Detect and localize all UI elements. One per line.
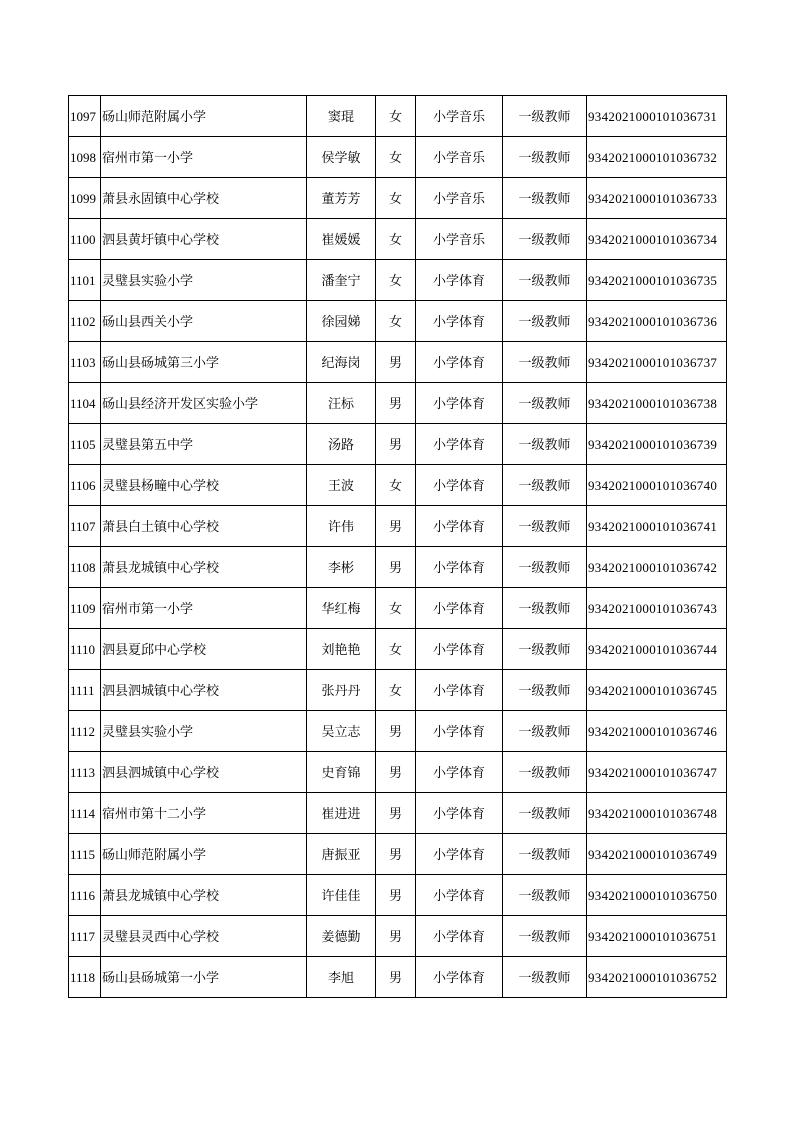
table-row (69, 752, 727, 793)
table-row (69, 219, 727, 260)
certificate-number-cell: 9342021000101036751 (587, 916, 727, 957)
title-cell: 一级教师 (503, 588, 587, 629)
teacher-name-cell: 徐园娣 (307, 301, 376, 342)
teacher-name-cell: 潘奎宁 (307, 260, 376, 301)
title-cell: 一级教师 (503, 547, 587, 588)
title-cell: 一级教师 (503, 834, 587, 875)
roster-body (69, 96, 727, 998)
title-cell: 一级教师 (503, 670, 587, 711)
certificate-number-cell: 9342021000101036738 (587, 383, 727, 424)
title-cell: 一级教师 (503, 875, 587, 916)
school-cell: 灵璧县实验小学 (101, 260, 307, 301)
gender-cell: 男 (376, 547, 416, 588)
subject-cell: 小学体育 (416, 465, 503, 506)
teacher-name-cell: 汪标 (307, 383, 376, 424)
subject-cell: 小学体育 (416, 875, 503, 916)
subject-cell: 小学音乐 (416, 96, 503, 137)
gender-cell: 男 (376, 752, 416, 793)
subject-cell: 小学体育 (416, 957, 503, 998)
subject-cell: 小学体育 (416, 629, 503, 670)
title-cell: 一级教师 (503, 629, 587, 670)
certificate-number-cell: 9342021000101036741 (587, 506, 727, 547)
school-cell: 泗县黄圩镇中心学校 (101, 219, 307, 260)
teacher-name-cell: 张丹丹 (307, 670, 376, 711)
title-cell: 一级教师 (503, 957, 587, 998)
gender-cell: 男 (376, 875, 416, 916)
title-cell: 一级教师 (503, 506, 587, 547)
school-cell: 灵璧县灵西中心学校 (101, 916, 307, 957)
row-number-cell: 1116 (69, 875, 101, 916)
teacher-name-cell: 李彬 (307, 547, 376, 588)
row-number-cell: 1111 (69, 670, 101, 711)
table-row (69, 834, 727, 875)
row-number-cell: 1100 (69, 219, 101, 260)
table-row (69, 301, 727, 342)
gender-cell: 男 (376, 793, 416, 834)
table-row (69, 547, 727, 588)
subject-cell: 小学体育 (416, 916, 503, 957)
title-cell: 一级教师 (503, 260, 587, 301)
gender-cell: 女 (376, 588, 416, 629)
certificate-number-cell: 9342021000101036752 (587, 957, 727, 998)
certificate-number-cell: 9342021000101036740 (587, 465, 727, 506)
gender-cell: 男 (376, 506, 416, 547)
row-number-cell: 1104 (69, 383, 101, 424)
title-cell: 一级教师 (503, 178, 587, 219)
school-cell: 砀山师范附属小学 (101, 96, 307, 137)
gender-cell: 男 (376, 383, 416, 424)
gender-cell: 女 (376, 465, 416, 506)
teacher-name-cell: 董芳芳 (307, 178, 376, 219)
subject-cell: 小学体育 (416, 342, 503, 383)
teacher-name-cell: 史育锦 (307, 752, 376, 793)
table-row (69, 178, 727, 219)
teacher-name-cell: 王波 (307, 465, 376, 506)
row-number-cell: 1099 (69, 178, 101, 219)
table-row (69, 383, 727, 424)
certificate-number-cell: 9342021000101036737 (587, 342, 727, 383)
subject-cell: 小学体育 (416, 834, 503, 875)
row-number-cell: 1114 (69, 793, 101, 834)
gender-cell: 男 (376, 957, 416, 998)
school-cell: 泗县泗城镇中心学校 (101, 670, 307, 711)
teacher-roster-table (68, 95, 727, 998)
table-row (69, 588, 727, 629)
school-cell: 砀山县经济开发区实验小学 (101, 383, 307, 424)
certificate-number-cell: 9342021000101036735 (587, 260, 727, 301)
subject-cell: 小学体育 (416, 383, 503, 424)
certificate-number-cell: 9342021000101036745 (587, 670, 727, 711)
title-cell: 一级教师 (503, 219, 587, 260)
teacher-name-cell: 许佳佳 (307, 875, 376, 916)
school-cell: 萧县永固镇中心学校 (101, 178, 307, 219)
subject-cell: 小学体育 (416, 506, 503, 547)
subject-cell: 小学体育 (416, 670, 503, 711)
certificate-number-cell: 9342021000101036734 (587, 219, 727, 260)
row-number-cell: 1108 (69, 547, 101, 588)
gender-cell: 女 (376, 670, 416, 711)
row-number-cell: 1106 (69, 465, 101, 506)
table-row (69, 506, 727, 547)
row-number-cell: 1110 (69, 629, 101, 670)
subject-cell: 小学体育 (416, 711, 503, 752)
gender-cell: 男 (376, 342, 416, 383)
certificate-number-cell: 9342021000101036744 (587, 629, 727, 670)
certificate-number-cell: 9342021000101036750 (587, 875, 727, 916)
teacher-name-cell: 唐振亚 (307, 834, 376, 875)
certificate-number-cell: 9342021000101036742 (587, 547, 727, 588)
table-row (69, 629, 727, 670)
row-number-cell: 1113 (69, 752, 101, 793)
row-number-cell: 1103 (69, 342, 101, 383)
certificate-number-cell: 9342021000101036732 (587, 137, 727, 178)
school-cell: 宿州市第一小学 (101, 137, 307, 178)
row-number-cell: 1101 (69, 260, 101, 301)
certificate-number-cell: 9342021000101036743 (587, 588, 727, 629)
table-row (69, 137, 727, 178)
subject-cell: 小学体育 (416, 752, 503, 793)
school-cell: 砀山师范附属小学 (101, 834, 307, 875)
teacher-name-cell: 纪海岗 (307, 342, 376, 383)
subject-cell: 小学体育 (416, 793, 503, 834)
row-number-cell: 1109 (69, 588, 101, 629)
certificate-number-cell: 9342021000101036733 (587, 178, 727, 219)
certificate-number-cell: 9342021000101036736 (587, 301, 727, 342)
row-number-cell: 1097 (69, 96, 101, 137)
subject-cell: 小学音乐 (416, 178, 503, 219)
certificate-number-cell: 9342021000101036746 (587, 711, 727, 752)
school-cell: 灵璧县实验小学 (101, 711, 307, 752)
school-cell: 泗县夏邱中心学校 (101, 629, 307, 670)
table-row (69, 670, 727, 711)
school-cell: 萧县龙城镇中心学校 (101, 875, 307, 916)
teacher-name-cell: 李旭 (307, 957, 376, 998)
row-number-cell: 1105 (69, 424, 101, 465)
gender-cell: 女 (376, 178, 416, 219)
table-row (69, 957, 727, 998)
title-cell: 一级教师 (503, 424, 587, 465)
school-cell: 灵璧县杨疃中心学校 (101, 465, 307, 506)
gender-cell: 女 (376, 301, 416, 342)
table-row (69, 711, 727, 752)
certificate-number-cell: 9342021000101036748 (587, 793, 727, 834)
teacher-name-cell: 崔进进 (307, 793, 376, 834)
school-cell: 萧县龙城镇中心学校 (101, 547, 307, 588)
school-cell: 砀山县砀城第一小学 (101, 957, 307, 998)
teacher-name-cell: 侯学敏 (307, 137, 376, 178)
gender-cell: 女 (376, 96, 416, 137)
subject-cell: 小学体育 (416, 547, 503, 588)
title-cell: 一级教师 (503, 916, 587, 957)
gender-cell: 女 (376, 629, 416, 670)
certificate-number-cell: 9342021000101036749 (587, 834, 727, 875)
subject-cell: 小学音乐 (416, 137, 503, 178)
teacher-name-cell: 许伟 (307, 506, 376, 547)
teacher-name-cell: 姜德勤 (307, 916, 376, 957)
gender-cell: 男 (376, 424, 416, 465)
table-row (69, 424, 727, 465)
gender-cell: 男 (376, 834, 416, 875)
school-cell: 宿州市第十二小学 (101, 793, 307, 834)
gender-cell: 男 (376, 711, 416, 752)
row-number-cell: 1115 (69, 834, 101, 875)
school-cell: 砀山县西关小学 (101, 301, 307, 342)
teacher-name-cell: 汤路 (307, 424, 376, 465)
title-cell: 一级教师 (503, 137, 587, 178)
title-cell: 一级教师 (503, 301, 587, 342)
gender-cell: 男 (376, 916, 416, 957)
title-cell: 一级教师 (503, 383, 587, 424)
certificate-number-cell: 9342021000101036731 (587, 96, 727, 137)
title-cell: 一级教师 (503, 96, 587, 137)
certificate-number-cell: 9342021000101036747 (587, 752, 727, 793)
subject-cell: 小学体育 (416, 301, 503, 342)
gender-cell: 女 (376, 260, 416, 301)
title-cell: 一级教师 (503, 342, 587, 383)
row-number-cell: 1118 (69, 957, 101, 998)
school-cell: 砀山县砀城第三小学 (101, 342, 307, 383)
school-cell: 灵璧县第五中学 (101, 424, 307, 465)
school-cell: 宿州市第一小学 (101, 588, 307, 629)
table-row (69, 96, 727, 137)
row-number-cell: 1107 (69, 506, 101, 547)
gender-cell: 女 (376, 137, 416, 178)
school-cell: 泗县泗城镇中心学校 (101, 752, 307, 793)
table-row (69, 260, 727, 301)
title-cell: 一级教师 (503, 793, 587, 834)
table-row (69, 465, 727, 506)
certificate-number-cell: 9342021000101036739 (587, 424, 727, 465)
school-cell: 萧县白土镇中心学校 (101, 506, 307, 547)
row-number-cell: 1117 (69, 916, 101, 957)
row-number-cell: 1098 (69, 137, 101, 178)
subject-cell: 小学音乐 (416, 219, 503, 260)
teacher-name-cell: 刘艳艳 (307, 629, 376, 670)
subject-cell: 小学体育 (416, 588, 503, 629)
teacher-name-cell: 窦琨 (307, 96, 376, 137)
subject-cell: 小学体育 (416, 424, 503, 465)
row-number-cell: 1102 (69, 301, 101, 342)
title-cell: 一级教师 (503, 711, 587, 752)
table-row (69, 875, 727, 916)
subject-cell: 小学体育 (416, 260, 503, 301)
teacher-name-cell: 崔媛媛 (307, 219, 376, 260)
table-row (69, 342, 727, 383)
teacher-name-cell: 华红梅 (307, 588, 376, 629)
row-number-cell: 1112 (69, 711, 101, 752)
gender-cell: 女 (376, 219, 416, 260)
table-row (69, 793, 727, 834)
title-cell: 一级教师 (503, 465, 587, 506)
teacher-name-cell: 吴立志 (307, 711, 376, 752)
table-row (69, 916, 727, 957)
title-cell: 一级教师 (503, 752, 587, 793)
